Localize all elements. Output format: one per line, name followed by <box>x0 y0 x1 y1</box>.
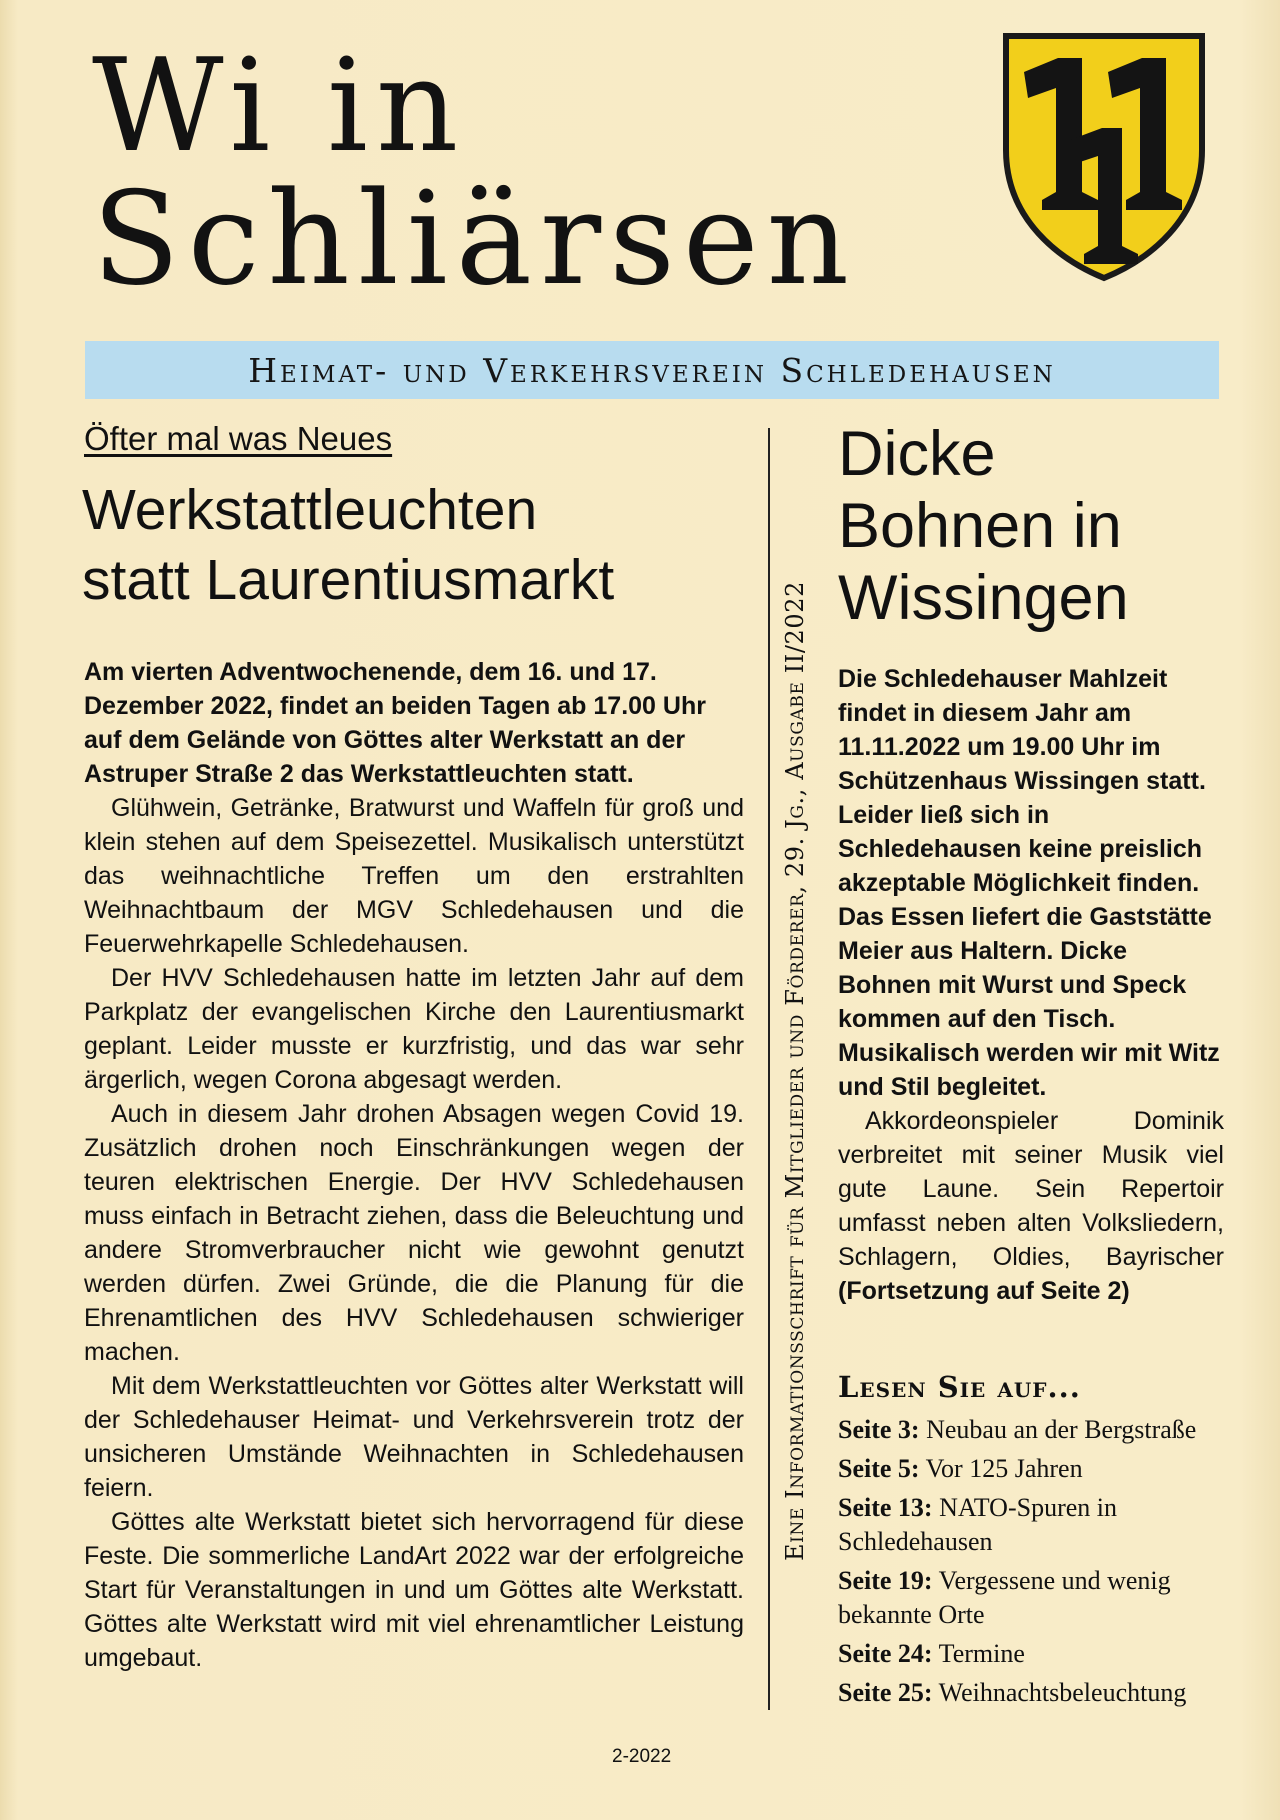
lesen-title: Lesen Sie auf... <box>838 1370 1081 1404</box>
contents-text: Vor 125 Jahren <box>925 1454 1083 1483</box>
right-article-body <box>838 662 1224 1308</box>
left-paragraph: Auch in diesem Jahr drohen Absagen wegen Covid 19. Zusätzlich drohen noch Einschränkungen wegen der teuren elektrischen Energie. Der HVV Schledehausen muss einfach in Betracht ziehen, dass die Beleuchtung und andere Stromverbraucher nicht wie gewohnt genutzt werden dürfen. Zwei Gründe, die die Planung für die Ehrenamtlichen des HVV Schledehausen schwieriger machen. <box>84 1100 744 1366</box>
contents-text: NATO-Spuren in Schledehausen <box>838 1493 1117 1556</box>
right-paragraph-text: Akkordeonspieler Dominik verbreitet mit seiner Musik viel gute Laune. Sein Repertoir umfasst neben alten Volksliedern, Schlagern, Oldies, Bayrischer <box>838 1107 1224 1271</box>
right-paragraph <box>838 1104 1224 1308</box>
contents-page: Seite 25: <box>838 1678 933 1707</box>
contents-text: Vergessene und wenig bekannte Orte <box>838 1566 1171 1629</box>
contents-page: Seite 5: <box>838 1454 920 1483</box>
contents-item[interactable] <box>838 1564 1238 1632</box>
contents-text: Termine <box>938 1639 1025 1668</box>
coat-of-arms-icon <box>998 32 1210 282</box>
masthead-line-2: Schliärsen <box>92 165 858 314</box>
association-banner: Heimat- und Verkehrsverein Schledehausen <box>85 341 1219 399</box>
left-article-body <box>84 655 744 1675</box>
left-kicker: Öfter mal was Neues <box>84 420 393 457</box>
contents-page: Seite 24: <box>838 1639 933 1668</box>
masthead-line-1: Wi in <box>92 32 467 181</box>
right-headline-line-2: Bohnen in <box>838 491 1122 561</box>
contents-page: Seite 3: <box>838 1415 920 1444</box>
left-headline-line-1: Werkstattleuchten <box>82 478 538 542</box>
masthead-title <box>92 32 858 314</box>
left-headline-line-2: statt Laurentiusmarkt <box>82 548 615 612</box>
contents-page: Seite 13: <box>838 1493 933 1522</box>
column-divider <box>768 428 770 1710</box>
vertical-publication-info: Eine Informationsschrift für Mitglieder und Förderer, 29. Jg., Ausgabe II/2022 <box>781 580 809 1562</box>
contents-item[interactable] <box>838 1491 1238 1559</box>
continuation-link[interactable]: (Fortsetzung auf Seite 2) <box>838 1277 1130 1305</box>
contents-text: Weihnachtsbeleuchtung <box>938 1678 1187 1707</box>
contents-item[interactable] <box>838 1452 1238 1486</box>
issue-number: 2-2022 <box>612 1746 672 1767</box>
contents-page: Seite 19: <box>838 1566 933 1595</box>
right-headline-line-3: Wissingen <box>838 563 1129 633</box>
contents-item[interactable] <box>838 1413 1238 1447</box>
left-paragraph: Göttes alte Werkstatt bietet sich hervorragend für diese Feste. Die sommerliche LandArt 2022 war der erfolgreiche Start für Veranstaltungen in und um Göttes alte Werkstatt. Göttes alte Werkstatt wird mit viel ehrenamtlicher Leistung umgebaut. <box>84 1508 744 1672</box>
left-paragraph: Der HVV Schledehausen hatte im letzten Jahr auf dem Parkplatz der evangelischen Kirche den Laurentiusmarkt geplant. Leider musste er kurzfristig, und das war sehr ärgerlich, wegen Corona abgesagt werden. <box>84 964 744 1094</box>
contents-list <box>838 1413 1238 1715</box>
right-headline-line-1: Dicke <box>838 419 996 489</box>
right-lead: Die Schledehauser Mahlzeit findet in diesem Jahr am 11.11.2022 um 19.00 Uhr im Schützenhaus Wissingen statt. Leider ließ sich in Schledehausen keine preislich akzeptable Möglichkeit finden. Das Essen liefert die Gaststätte Meier aus Haltern. Dicke Bohnen mit Wurst und Speck kommen auf den Tisch. Musikalisch werden wir mit Witz und Stil begleitet. <box>838 665 1220 1101</box>
contents-text: Neubau an der Bergstraße <box>926 1415 1197 1444</box>
contents-item[interactable] <box>838 1637 1238 1671</box>
left-paragraph: Mit dem Werkstattleuchten vor Göttes alter Werkstatt will der Schledehauser Heimat- und Verkehrsverein trotz der unsicheren Umstände Weihnachten in Schledehausen feiern. <box>84 1372 744 1502</box>
left-headline <box>82 475 762 615</box>
left-lead: Am vierten Adventwochenende, dem 16. und 17. Dezember 2022, findet an beiden Tagen ab 17.00 Uhr auf dem Gelände von Göttes alter Werkstatt an der Astruper Straße 2 das Werkstattleuchten statt. <box>84 658 706 788</box>
right-headline <box>838 418 1258 634</box>
left-paragraph: Glühwein, Getränke, Bratwurst und Waffeln für groß und klein stehen auf dem Speisezettel. Musikalisch unterstützt das weihnachtliche Treffen um den erstrahlten Weihnachtbaum der MGV Schledehausen und die Feuerwehrkapelle Schledehausen. <box>84 794 744 958</box>
contents-item[interactable] <box>838 1676 1238 1710</box>
